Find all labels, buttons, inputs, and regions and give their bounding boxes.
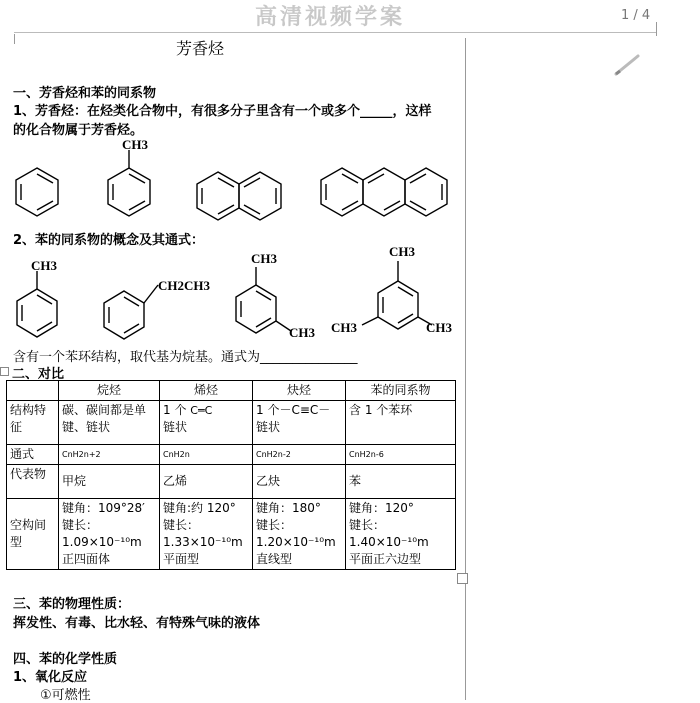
mesitylene-ch3-top-label: CH3: [389, 244, 415, 259]
table-header-cell: 苯的同系物: [346, 381, 456, 401]
bond-angle: 键角：180°: [256, 501, 321, 515]
bond-length: 1.40×10⁻¹⁰m: [349, 535, 429, 549]
alkene-bond: C═C: [190, 404, 213, 417]
table-cell: [253, 499, 346, 570]
alkene-count: 1 个: [163, 403, 187, 417]
table-header-cell: 炔烃: [253, 381, 346, 401]
bond-length: 1.33×10⁻¹⁰m: [163, 535, 243, 549]
table-cell: 苯: [346, 465, 456, 499]
bond-angle: 键角：109°28′: [62, 501, 145, 515]
section1-item2: 2、苯的同系物的概念及其通式：: [13, 233, 205, 248]
ethylbenzene-structure: [104, 285, 158, 339]
table-cell: CnH2n-6: [346, 445, 456, 465]
geometry: 平面正六边型: [349, 552, 422, 566]
table-row: [7, 401, 456, 445]
row-label: 代表物: [7, 465, 59, 499]
table-cell: 乙烯: [160, 465, 253, 499]
table-row: [7, 499, 456, 570]
section1-heading: 一、芳香烃和苯的同系物: [13, 86, 157, 101]
pen-icon[interactable]: [612, 52, 642, 82]
table-cell: 碳、碳间都是单键、链状: [59, 401, 160, 445]
table-row: [7, 445, 456, 465]
row-label: 通式: [7, 445, 59, 465]
bond-length: 1.09×10⁻¹⁰m: [62, 535, 142, 549]
table-cell: [160, 401, 253, 445]
table-cell: 含 1 个苯环: [346, 401, 456, 445]
bond-length-label: 键长：: [163, 518, 200, 532]
table-cell: 1 个－C≡C－链状: [253, 401, 346, 445]
mesitylene-ch3-right-label: CH3: [426, 320, 452, 335]
toluene2-ch3-label: CH3: [31, 258, 57, 273]
row-label: 结构特征: [7, 401, 59, 445]
bond-length-label: 键长：: [349, 518, 386, 532]
section1-item1-line2: 的化合物属于芳香烃。: [13, 123, 144, 138]
ethyl-label: CH2CH3: [158, 278, 210, 293]
section1-item1-line1: 1、芳香烃：在烃类化合物中，有很多分子里含有一个或多个_____，这样: [13, 104, 432, 119]
section4-sub1: 1、氧化反应: [13, 670, 88, 685]
mesitylene-structure: [362, 261, 432, 329]
aromatic-structures-row2: [0, 245, 470, 345]
table-header-cell: 烯烃: [160, 381, 253, 401]
geometry: 直线型: [256, 552, 293, 566]
alkene-chain: 链状: [163, 420, 188, 434]
row-label: 空构间型: [7, 499, 59, 570]
section3-text: 挥发性、有毒、比水轻、有特殊气味的液体: [13, 616, 261, 631]
geometry: 平面型: [163, 552, 200, 566]
table-cell: CnH2n: [160, 445, 253, 465]
corner-mark-tr: [656, 22, 657, 36]
bond-length-label: 键长：: [256, 518, 293, 532]
section1-summary: 含有一个苯环结构，取代基为烷基。通式为_______________: [13, 350, 358, 365]
section3-heading: 三、苯的物理性质：: [13, 597, 131, 612]
toluene-structure: [108, 150, 150, 216]
table-move-handle[interactable]: [0, 367, 9, 376]
section2-heading: 二、对比: [12, 367, 65, 382]
table-header-cell: [7, 381, 59, 401]
table-cell: 乙炔: [253, 465, 346, 499]
table-cell: CnH2n+2: [59, 445, 160, 465]
table-resize-handle[interactable]: [457, 573, 468, 584]
table-row: [7, 465, 456, 499]
header-rule: [14, 32, 656, 33]
benzene-structure: [16, 168, 58, 216]
aromatic-structures-row1: [0, 130, 470, 230]
bond-angle: 键角：120°: [349, 501, 414, 515]
bond-angle: 键角:约 120°: [163, 501, 236, 515]
m-xylene-structure: [236, 267, 291, 333]
section4-item1: ①可燃性: [40, 688, 91, 703]
naphthalene-structure: [197, 172, 281, 220]
comparison-table: [6, 380, 456, 570]
table-cell: CnH2n-2: [253, 445, 346, 465]
bond-length-label: 键长：: [62, 518, 99, 532]
doc-title: 芳香烃: [176, 39, 225, 58]
page-header: [0, 0, 700, 34]
geometry: 正四面体: [62, 552, 111, 566]
table-cell: [160, 499, 253, 570]
table-cell: [346, 499, 456, 570]
table-header-cell: 烷烃: [59, 381, 160, 401]
xylene-ch3-top-label: CH3: [251, 251, 277, 266]
page-indicator: 1 / 4: [621, 8, 651, 23]
table-cell: [59, 499, 160, 570]
table-cell: 甲烷: [59, 465, 160, 499]
toluene2-structure: [17, 271, 57, 337]
table-header-row: [7, 381, 456, 401]
mesitylene-ch3-left-label: CH3: [331, 320, 357, 335]
corner-mark-tl: [14, 34, 15, 44]
toluene-ch3-label: CH3: [122, 137, 148, 152]
bond-length: 1.20×10⁻¹⁰m: [256, 535, 336, 549]
section4-heading: 四、苯的化学性质: [13, 652, 118, 667]
anthracene-structure: [321, 168, 447, 216]
xylene-ch3-bottom-label: CH3: [289, 325, 315, 340]
header-title: 高清视频学案: [255, 4, 406, 30]
